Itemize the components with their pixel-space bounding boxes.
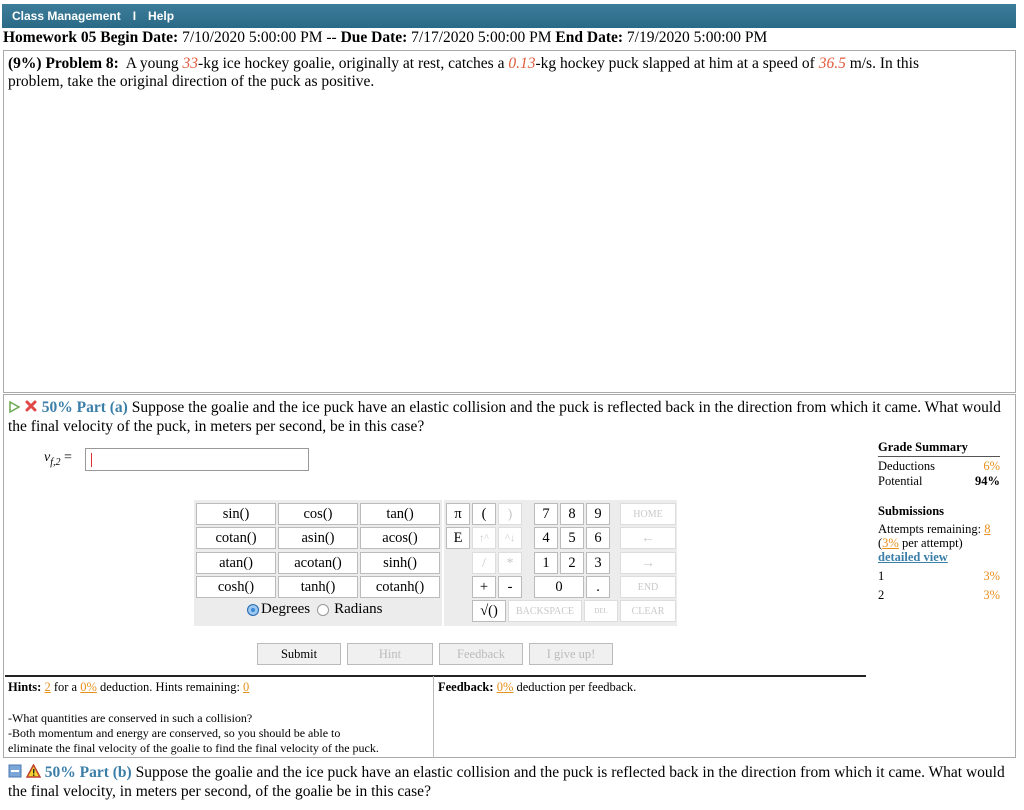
sin-button[interactable]: sin() [196,503,276,525]
answer-eq: = [60,450,72,465]
hint-content [8,711,428,756]
hints-summary [8,680,249,695]
cos-button[interactable]: cos() [278,503,358,525]
close-paren-key[interactable]: ) [498,503,522,525]
per-attempt-label: per attempt) [901,536,963,550]
submission-pct: 3% [983,569,1000,583]
cosh-button[interactable]: cosh() [196,576,276,598]
feedback-text: deduction per feedback. [516,680,637,694]
problem-text-3: -kg hockey puck slapped at him at a speed of [535,55,815,72]
help-link[interactable]: Help [148,9,175,23]
acotan-button[interactable]: acotan() [278,552,358,574]
open-paren-key[interactable]: ( [472,503,496,525]
problem-weight: (9%) [8,55,42,72]
part-b-percent: 50% [44,764,76,782]
tanh-button[interactable]: tanh() [278,576,358,598]
part-b-question: Suppose the goalie and the ice puck have an elastic collision and the puck is reflected back in the direction from which it came. What would the final velocity, in meters per second, of the goalie be in this case? [8,764,1005,800]
class-management-link[interactable]: Class Management [12,9,121,23]
end-date-label: End Date: [555,29,624,46]
hints-deduction-text: deduction. Hints remaining: [100,680,240,694]
answer-input[interactable] [85,448,309,471]
grade-summary [878,440,1000,489]
warning-icon [26,764,41,783]
left-arrow-key[interactable]: ← [620,527,676,549]
feedback-summary [438,680,636,695]
right-arrow-key[interactable]: → [620,552,676,574]
deductions-label: Deductions [878,459,935,473]
key-2[interactable]: 2 [560,552,584,574]
hints-pct: 0% [80,680,97,694]
answer-var: v [44,450,51,465]
key-7[interactable]: 7 [534,503,558,525]
potential-label: Potential [878,474,923,488]
numeric-keypad [444,500,677,626]
hint-line: eliminate the final velocity of the goalie to find the final velocity of the puck. [8,741,379,755]
submission-number: 2 [878,588,885,602]
problem-text-4: m/s. In this problem, take the original direction of the puck as positive. [8,55,920,90]
key-9[interactable]: 9 [586,503,610,525]
feedback-pct: 0% [496,680,514,694]
key-0[interactable]: 0 [534,576,584,598]
clear-key[interactable]: CLEAR [620,600,676,622]
submit-button[interactable]: Submit [257,643,341,665]
incorrect-x-icon [24,399,38,418]
submissions-title: Submissions [878,504,945,518]
tan-button[interactable]: tan() [360,503,440,525]
del-key[interactable]: DEL [584,600,618,622]
potential-value: 94% [975,474,1000,488]
angle-mode [247,601,382,618]
due-date: 7/17/2020 5:00:00 PM [411,29,552,46]
expand-arrow-icon[interactable] [8,400,20,418]
deductions-value: 6% [983,459,1000,473]
homework-title: Homework 05 [3,29,97,46]
key-4[interactable]: 4 [534,527,558,549]
feedback-label: Feedback: [438,680,494,694]
decimal-key[interactable]: . [586,576,610,598]
part-b-header [8,764,1008,801]
part-a-label: Part (a) [76,399,128,417]
answer-var-sub: f,2 [50,456,61,468]
attempts-label: Attempts remaining: [878,522,982,536]
problem-text-2: -kg ice hockey goalie, originally at rest, catches a [198,55,505,72]
part-b-label: Part (b) [79,764,132,782]
pi-key[interactable]: π [446,503,470,525]
degrees-radio[interactable] [247,604,259,616]
per-attempt-paren: ( [878,536,883,550]
e-key[interactable]: E [446,527,470,549]
key-3[interactable]: 3 [586,552,610,574]
down-key[interactable]: ^↓ [498,527,522,549]
backspace-key[interactable]: BACKSPACE [508,600,582,622]
part-a-question: Suppose the goalie and the ice puck have an elastic collision and the puck is reflected back in the direction from which it came. What would the final velocity of the puck, in meters per second, be in this case? [8,399,1001,435]
plus-key[interactable]: + [472,576,496,598]
radians-radio[interactable] [317,604,329,616]
sinh-button[interactable]: sinh() [360,552,440,574]
text-caret [91,453,92,467]
radians-label: Radians [334,601,383,617]
top-nav-bar [2,4,1016,28]
begin-date-label: Begin Date: [100,29,179,46]
hint-button[interactable]: Hint [347,643,433,665]
feedback-button[interactable]: Feedback [439,643,523,665]
degrees-label: Degrees [261,601,311,617]
key-8[interactable]: 8 [560,503,584,525]
goalie-mass: 33 [182,55,199,72]
per-attempt-pct: 3% [882,536,899,550]
grade-summary-title: Grade Summary [878,440,1000,457]
due-date-label: Due Date: [340,29,408,46]
sqrt-key[interactable]: √() [472,600,506,622]
date-dash: -- [326,29,337,46]
atan-button[interactable]: atan() [196,552,276,574]
home-key[interactable]: HOME [620,503,676,525]
submission-pct: 3% [983,588,1000,602]
hint-line: -Both momentum and energy are conserved, so you should be able to [8,726,341,740]
submission-row [878,569,1000,583]
key-5[interactable]: 5 [560,527,584,549]
key-1[interactable]: 1 [534,552,558,574]
problem-panel [3,50,1016,393]
end-key[interactable]: END [620,576,676,598]
hints-feedback-divider [433,676,434,758]
key-6[interactable]: 6 [586,527,610,549]
end-date: 7/19/2020 5:00:00 PM [626,29,768,46]
part-a-header [8,399,1008,436]
problem-text-1: A young [125,55,179,72]
detailed-view-link[interactable]: detailed view [878,550,948,564]
cotanh-button[interactable]: cotanh() [360,576,440,598]
answer-variable-label [44,450,72,468]
problem-statement [8,55,938,91]
attempts-remaining: 8 [984,522,991,536]
cotan-button[interactable]: cotan() [196,527,276,549]
divide-key[interactable]: / [472,552,496,574]
submission-number: 1 [878,569,885,583]
hints-for-a: for a [53,680,78,694]
puck-mass: 0.13 [508,55,536,72]
multiply-key[interactable]: * [498,552,522,574]
submissions-panel [878,504,1000,602]
homework-dates-line [3,29,767,47]
puck-speed: 36.5 [818,55,846,72]
up-key[interactable]: ↑^ [472,527,496,549]
hints-count: 2 [44,680,51,694]
hints-label: Hints: [8,680,42,694]
minus-key[interactable]: - [498,576,522,598]
acos-button[interactable]: acos() [360,527,440,549]
give-up-button[interactable]: I give up! [529,643,613,665]
asin-button[interactable]: asin() [278,527,358,549]
begin-date: 7/10/2020 5:00:00 PM [182,29,323,46]
hint-line: -What quantities are conserved in such a collision? [8,711,253,725]
submission-row [878,588,1000,602]
nav-separator: I [132,9,137,23]
collapse-box-icon[interactable] [8,764,22,783]
problem-label: Problem 8: [45,55,119,72]
part-a-percent: 50% [41,399,73,417]
hints-remaining: 0 [243,680,250,694]
